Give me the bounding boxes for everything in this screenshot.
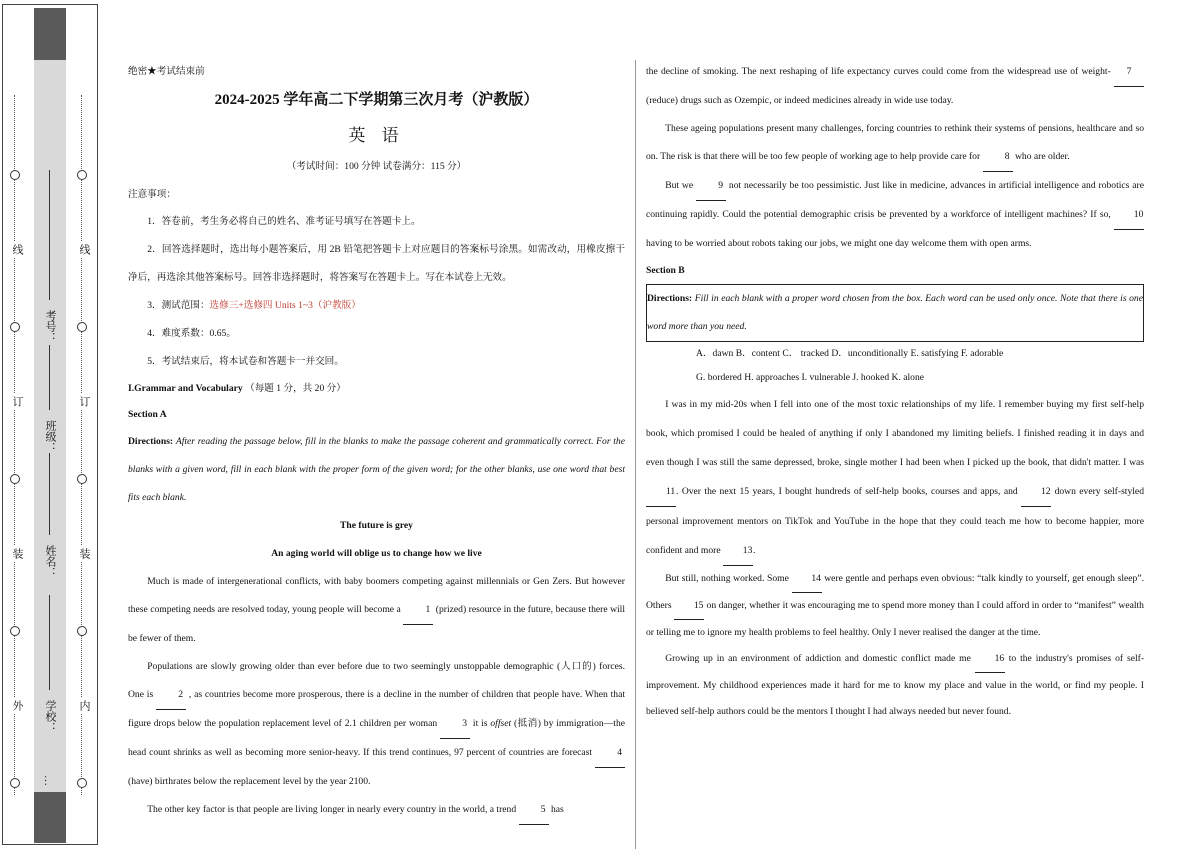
blank-3[interactable]: 3	[440, 710, 470, 739]
hole-circle	[77, 626, 87, 636]
paragraph-text: (have) birthrates below the replacement level by the year 2100.	[128, 776, 371, 787]
directions-text: After reading the passage below, fill in the blanks to make the passage coherent and grammatically correct. For the blanks with a given word, fill in each blank with the proper form of the given word; for the other blanks, use one word that best fits each blank.	[128, 436, 625, 503]
part1-score: （每题 1 分，共 20 分）	[245, 383, 346, 394]
blank-14[interactable]: 14	[792, 566, 822, 593]
paragraph-text: to the industry's promises of self-improvement. My childhood experiences made it hard for me to know my place and value in the world, or find my people. I believed self-help authors could be the mentors I thought I had always needed but never found.	[646, 653, 1145, 717]
paragraph-text: it is	[472, 718, 488, 729]
inner-mark: 装	[78, 548, 90, 559]
hole-circle	[77, 778, 87, 788]
passage-paragraph	[128, 796, 625, 825]
passage-paragraph	[646, 115, 1144, 172]
section-a-title: Section A	[128, 409, 167, 420]
paragraph-text: But we	[665, 180, 694, 191]
name-field-label: 姓名：	[44, 545, 56, 578]
binding-dark-bottom	[34, 792, 66, 843]
blank-15[interactable]: 15	[674, 593, 704, 620]
right-column	[646, 58, 1144, 725]
paragraph-text: who are older.	[1014, 151, 1070, 162]
hole-circle	[10, 474, 20, 484]
paragraph-text: Populations are slowly growing older than ever before due to two seemingly unstoppable demographic (人口的) forces. One is	[128, 661, 625, 700]
passage-paragraph	[646, 390, 1144, 566]
section-b-title: Section B	[646, 265, 685, 276]
directions-box	[646, 284, 1144, 342]
passage-paragraph	[646, 172, 1144, 258]
outer-dotted-line	[14, 95, 15, 795]
exam-title: 2024-2025 学年高二下学期第三次月考（沪教版）	[214, 92, 539, 108]
outer-mark: 外	[11, 700, 23, 711]
confidential-mark: 绝密★考试结束前	[128, 66, 205, 77]
blank-5[interactable]: 5	[519, 796, 549, 825]
subject-title: 英 语	[348, 126, 405, 145]
scope-prefix: 3．测试范围：	[147, 300, 210, 311]
directions-text: Fill in each blank with a proper word chosen from the box. Each word can be used only once. Note that there is one word more than you need.	[647, 293, 1143, 332]
directions-label: Directions:	[128, 436, 174, 447]
blank-10[interactable]: 10	[1114, 201, 1144, 230]
left-column	[128, 62, 625, 825]
outer-mark: 装	[11, 548, 23, 559]
binding-dark-top	[34, 8, 66, 60]
word-bank-row: G. bordered H. approaches I. vulnerable J. hooked K. alone	[696, 372, 925, 383]
school-field-line[interactable]	[49, 595, 50, 690]
paragraph-text: on danger, whether it was encouraging me to spend more money than I could afford in order to “manifest” wealth or telling me to ignore my health problems to feel healthy. Only I never realised the danger at the time.	[646, 600, 1144, 638]
blank-11[interactable]: 11	[646, 477, 676, 507]
italic-word: offset	[490, 718, 512, 729]
paragraph-text: (prized) resource in the future, because there will be fewer of them.	[128, 604, 625, 644]
note-item: 1．答卷前，考生务必将自己的姓名、准考证号填写在答题卡上。	[147, 216, 421, 227]
inner-mark: 订	[78, 396, 90, 407]
binding-dots: …	[42, 775, 54, 786]
paragraph-text: . Over the next 15 years, I bought hundreds of self-help books, courses and apps, and	[676, 486, 1018, 497]
paragraph-text: .	[753, 545, 756, 556]
paragraph-text: The other key factor is that people are living longer in nearly every country in the world, a trend	[147, 804, 517, 815]
paragraph-text: not necessarily be too pessimistic. Just like in medicine, advances in artificial intelligence and robotics are continuing rapidly. Could the potential demographic crisis be prevented by a workforce of intelligent machines? If so,	[646, 180, 1145, 220]
part1-title: I.Grammar and Vocabulary	[128, 383, 243, 394]
paragraph-text: These ageing populations present many challenges, forcing countries to rethink their systems of pensions, healthcare and so on. The risk is that there will be too few people of working age to help provide care for	[646, 123, 1144, 162]
hole-circle	[10, 626, 20, 636]
blank-1[interactable]: 1	[403, 596, 433, 625]
paragraph-text: were gentle and perhaps even obvious: “talk kindly to yourself, get enough sleep”. Others	[646, 573, 1144, 611]
blank-9[interactable]: 9	[696, 172, 726, 201]
school-field-label: 学校：	[44, 700, 56, 733]
note-item: 5．考试结束后，将本试卷和答题卡一并交回。	[147, 356, 344, 367]
inner-dotted-line	[81, 95, 82, 795]
paragraph-text: having to be worried about robots taking our jobs, we might one day welcome them with open arms.	[646, 238, 1032, 249]
word-bank-row: A．dawn B．content C． tracked D．unconditionally E. satisfying F. adorable	[696, 348, 1004, 359]
paragraph-text: I was in my mid-20s when I fell into one of the most toxic relationships of my life. I remember buying my first self-help book, which promised I could be healed of anything if only I abandoned my limiting beliefs. I finished reading it in days and even though I was still the same depressed, broke, single mother I had been when I picked up the book, that didn't matter. I was	[646, 399, 1144, 468]
hole-circle	[77, 474, 87, 484]
note-item-scope	[128, 292, 625, 320]
blank-12[interactable]: 12	[1021, 477, 1051, 507]
note-item: 4．难度系数：0.65。	[147, 328, 236, 339]
name-field-line[interactable]	[49, 440, 50, 535]
passage-paragraph	[128, 568, 625, 653]
blank-4[interactable]: 4	[595, 739, 625, 768]
passage-paragraph	[646, 646, 1144, 725]
paragraph-text: down every self-styled personal improvement mentors on TikTok and YouTube in the hope that they could teach me how to become happier, more confident and more	[646, 486, 1144, 556]
passage-paragraph	[646, 566, 1144, 646]
blank-8[interactable]: 8	[983, 143, 1013, 172]
section-b-directions	[647, 285, 1143, 341]
hole-circle	[77, 322, 87, 332]
part1-heading	[128, 376, 625, 402]
paragraph-text: , as countries become more prosperous, there is a decline in the number of children that people have. When that figure drops below the population replacement level of 2.1 children per woman	[128, 689, 626, 729]
blank-16[interactable]: 16	[975, 646, 1005, 673]
exam-number-label: 考号：	[44, 310, 56, 343]
directions-label: Directions:	[647, 293, 693, 304]
paragraph-text: (抵消) by immigration—the head count shrinks as well as becoming more senior-heavy. If this trend continues, 97 percent of countries are forecast	[128, 718, 625, 758]
paragraph-text: Much is made of intergenerational conflicts, with baby boomers competing against millennials or Gen Zers. But however these competing needs are resolved today, young people will become a	[128, 576, 625, 615]
outer-mark: 订	[11, 396, 23, 407]
hole-circle	[10, 778, 20, 788]
paragraph-text: But still, nothing worked. Some	[665, 573, 789, 584]
scope-value: 选修三+选修四 Units 1~3（沪教版）	[209, 300, 361, 311]
paragraph-text: has	[550, 804, 564, 815]
outer-mark: 线	[11, 244, 23, 255]
blank-2[interactable]: 2	[156, 681, 186, 710]
hole-circle	[10, 322, 20, 332]
paragraph-text: the decline of smoking. The next reshaping of life expectancy curves could come from the widespread use of weight-	[646, 66, 1111, 77]
hole-circle	[10, 170, 20, 180]
note-item: 2．回答选择题时，选出每小题答案后，用 2B 铅笔把答题卡上对应题目的答案标号涂黑。如需改动，用橡皮擦干净后，再选涂其他答案标号。回答非选择题时，将答案写在答题卡上。写在本试卷上无效。	[128, 244, 625, 283]
exam-number-line[interactable]	[49, 170, 50, 300]
hole-circle	[77, 170, 87, 180]
passage-subtitle: An aging world will oblige us to change how we live	[271, 548, 482, 559]
class-field-label: 班级：	[44, 420, 56, 453]
passage-paragraph	[646, 58, 1144, 115]
class-field-line[interactable]	[49, 345, 50, 410]
exam-time: （考试时间：100 分钟 试卷满分：115 分）	[286, 161, 467, 172]
section-a-directions	[128, 428, 625, 512]
passage-paragraph	[128, 653, 625, 796]
blank-13[interactable]: 13	[723, 536, 753, 566]
inner-mark: 线	[78, 244, 90, 255]
paragraph-text: Growing up in an environment of addiction and domestic conflict made me	[665, 653, 971, 664]
binding-strip	[0, 0, 100, 849]
inner-mark: 内	[78, 700, 90, 711]
blank-7[interactable]: 7	[1114, 58, 1144, 87]
column-divider	[635, 60, 636, 849]
passage-title: The future is grey	[340, 520, 413, 531]
notes-heading: 注意事项：	[128, 189, 176, 200]
paragraph-text: (reduce) drugs such as Ozempic, or indeed medicines already in wide use today.	[646, 95, 954, 106]
